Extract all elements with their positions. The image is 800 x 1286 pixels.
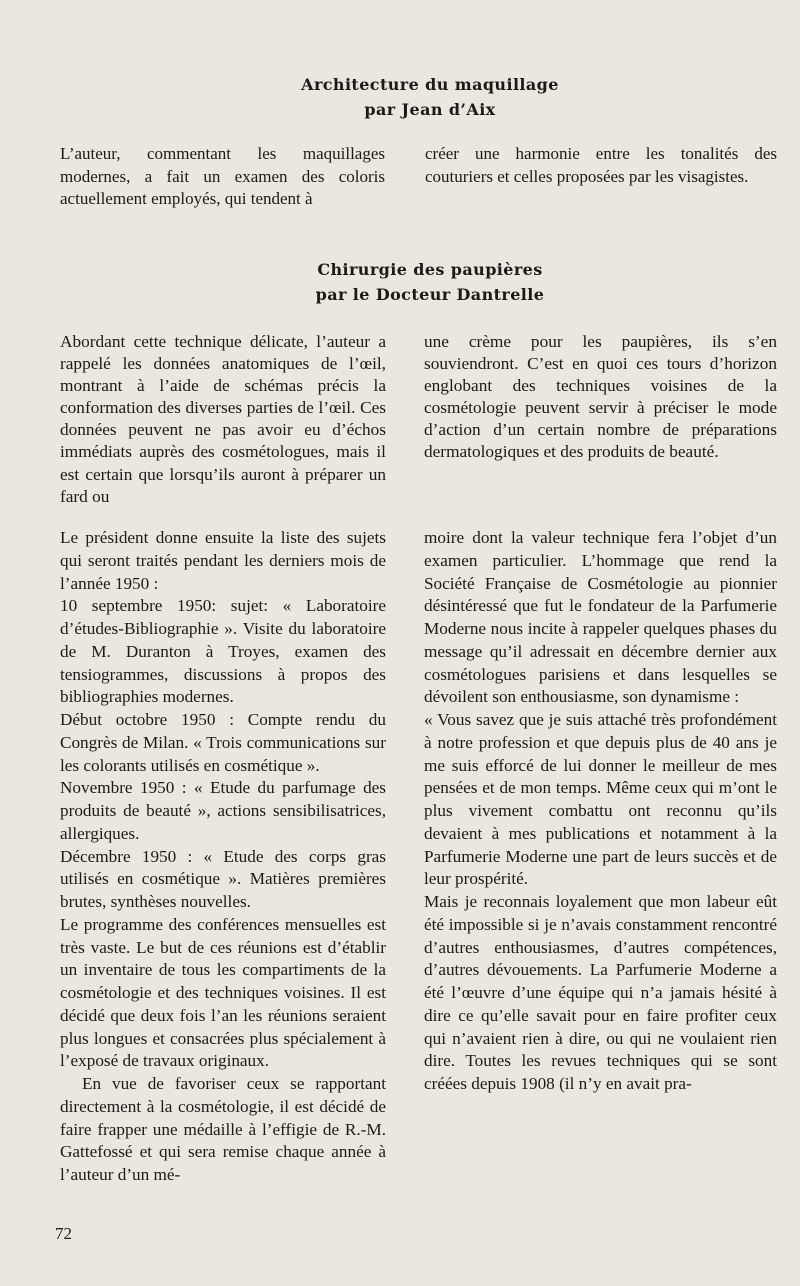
page-number: 72 [55,1224,72,1243]
paragraph: une crème pour les paupières, ils s’en souviendront. C’est en quoi ces tours d’horizon englobant des techniques voisines de la cosmétologie peuvent servir à préciser le mode d’action d’un certain nombre de préparations dermatologiques et des produits de beauté. [424,332,777,462]
paragraph: Le président donne ensuite la liste des sujets qui seront traités pendant les derniers mois de l’année 1950 : [60,528,386,593]
section-2-author: par le Docteur Dantrelle [315,285,545,304]
paragraph: Début octobre 1950 : Compte rendu du Congrès de Milan. « Trois communications sur les colorants utilisés en cosmétique ». [60,710,386,775]
paragraph: En vue de favoriser ceux se rapportant directement à la cosmétologie, il est décidé de faire frapper une médaille à l’effigie de R.-M. Gattefossé et qui sera remise chaque année à l’auteur d’un mé- [60,1074,386,1184]
section-2-title: Chirurgie des paupières [317,260,543,279]
paragraph: Décembre 1950 : « Etude des corps gras utilisés en cosmétique ». Matières premières brutes, synthèses nouvelles. [60,846,386,911]
section-1-right-column [425,143,777,188]
section-1-author: par Jean d’Aix [364,100,496,119]
body-left-column [60,527,386,1187]
section-1-heading [240,72,620,122]
paragraph: Mais je reconnais loyalement que mon labeur eût été impossible si je n’avais constamment rencontré d’autres enthousiasmes, d’autres compétences, d’autres dévouements. La Parfumerie Moderne a été l’œuvre d’une équipe qui n’a jamais hésité à dire ce qu’elle savait pour en faire profiter ceux qui n’avaient rien à dire, ou qui ne voulaient rien dire. Toutes les revues techniques qui se sont créées depuis 1908 (il n’y en avait pra- [424,892,777,1093]
paragraph: créer une harmonie entre les tonalités des couturiers et celles proposées par les visagistes. [425,144,777,186]
paragraph: Novembre 1950 : « Etude du parfumage des produits de beauté », actions sensibilisatrices, allergiques. [60,778,386,843]
section-2-left-column [60,331,386,508]
section-2-right-column [424,331,777,464]
paragraph: 10 septembre 1950: sujet: « Laboratoire d’études-Bibliographie ». Visite du laboratoire de M. Duranton à Troyes, examen des tensiogrammes, discussions à propos des bibliographies modernes. [60,596,386,707]
section-2-heading [240,257,620,307]
section-1-left-column [60,143,385,211]
paragraph: L’auteur, commentant les maquillages modernes, a fait un examen des coloris actuellement employés, qui tendent à [60,144,385,208]
paragraph: « Vous savez que je suis attaché très profondément à notre profession et que depuis plus de 40 ans je me suis efforcé de lui donner le meilleur de mes pensées et de mon temps. Même ceux qui m’ont le plus vivement combattu ont reconnu qu’ils devaient à mes publications et notamment à la Parfumerie Moderne une part de leurs succès et de leur prospérité. [424,710,777,889]
paragraph: Le programme des conférences mensuelles est très vaste. Le but de ces réunions est d’établir un inventaire de tous les compartiments de la cosmétologie et des techniques voisines. Il est décidé que deux fois l’an les réunions seraient plus longues et consacrées plus spécialement à l’exposé de travaux originaux. [60,914,386,1071]
body-right-column [424,527,777,1096]
paragraph: moire dont la valeur technique fera l’objet d’un examen particulier. L’hommage que rend la Société Française de Cosmétologie au pionnier désintéressé que fut le fondateur de la Parfumerie Moderne nous incite à rappeler quelques phases du message qu’il adressait en décembre dernier aux cosmétologues parisiens et dans lesquelles se dévoilent son enthousiasme, son dynamisme : [424,528,777,707]
paragraph: Abordant cette technique délicate, l’auteur a rappelé les données anatomiques de l’œil, montrant à l’aide de schémas précis la conformation des diverses parties de l’œil. Ces données peuvent ne pas avoir eu d’échos immédiats auprès des cosmétologues, mais il est certain que lorsqu’ils auront à préparer un fard ou [60,332,386,506]
section-1-title: Architecture du maquillage [301,75,559,94]
